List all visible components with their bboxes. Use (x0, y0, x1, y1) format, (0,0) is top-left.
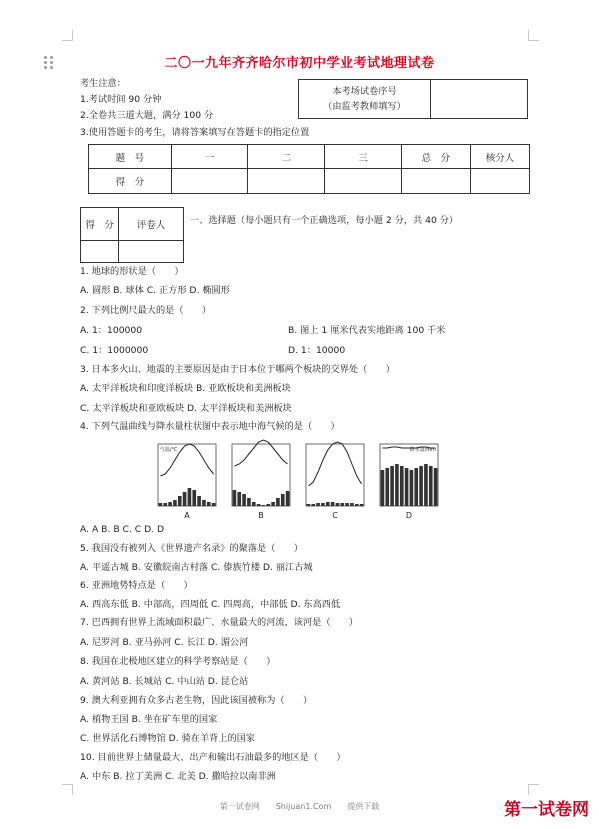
precipitation-bar (212, 503, 216, 506)
question-text: 3. 日本多火山、地震的主要原因是由于日本位于哪两个板块的交界处（ ） (80, 364, 395, 375)
answer-options: A. 西高东低 B. 中部高，四周低 C. 四周高，中部低 D. 东高西低 (80, 599, 341, 610)
section-score-cell (81, 241, 119, 263)
score-cell (171, 169, 248, 194)
precipitation-bar (410, 470, 414, 506)
score-table-header: 总 分 (401, 145, 470, 169)
answer-options: A. 黄河站 B. 长城站 C. 中山站 D. 昆仑站 (80, 676, 249, 687)
precipitation-bar (286, 491, 290, 506)
precipitation-bar (202, 500, 206, 506)
precipitation-bar (188, 488, 192, 506)
question-text: 10. 目前世界上储量最大、出产和输出石油最多的地区是（ ） (80, 752, 346, 763)
score-table (88, 144, 530, 194)
chart-letter: D (405, 511, 413, 520)
precipitation-bar (355, 504, 359, 506)
notice-item: 3.使用答题卡的考生，请将答案填写在答题卡的指定位置 (80, 127, 310, 138)
chart-frame (158, 444, 216, 506)
section-score-box (80, 207, 184, 263)
section-score-label: 得 分 (81, 208, 119, 241)
question-text: 5. 我国没有被列入《世界遗产名录》的聚落是（ ） (80, 543, 303, 554)
answer-options: A. 圆形 B. 球体 C. 正方形 D. 椭圆形 (80, 285, 230, 296)
precipitation-bar (242, 494, 246, 506)
precipitation-bar (307, 504, 311, 506)
precipitation-bar (385, 468, 389, 506)
precipitation-bar (178, 496, 182, 506)
precipitation-bar (424, 464, 428, 506)
exam-serial-line2: （由监考教师填写） (323, 101, 406, 112)
precipitation-bar (381, 470, 385, 506)
answer-options: C. 太平洋板块和亚欧板块 D. 太平洋板块和美洲板块 (80, 403, 292, 414)
notice-heading: 考生注意： (80, 78, 126, 89)
score-cell (470, 169, 529, 194)
question-text: 2. 下列比例尺最大的是（ ） (80, 305, 212, 316)
precipitation-bar (192, 490, 196, 506)
precipitation-bar (419, 466, 423, 506)
precipitation-bar (390, 466, 394, 506)
score-cell (248, 169, 325, 194)
precipitation-bar (350, 503, 354, 506)
precipitation-bar (429, 466, 433, 506)
section-title: 一、选择题（每小题只有一个正确选项，每小题 2 分，共 40 分） (190, 215, 459, 226)
climate-charts (150, 438, 440, 520)
precipitation-bar (395, 464, 399, 506)
answer-option: B. 图上 1 厘米代表实地距离 100 千米 (288, 325, 446, 336)
score-table-header: 题 号 (89, 145, 172, 169)
score-table-header: 一 (171, 145, 248, 169)
chart-letter: A (184, 511, 190, 520)
precipitation-bar (434, 468, 438, 506)
section-grader-cell (119, 241, 184, 263)
precipitation-bar (400, 466, 404, 506)
answer-option: A. 1：100000 (80, 325, 143, 336)
score-cell (325, 169, 402, 194)
precipitation-bar (257, 504, 261, 506)
precipitation-bar (405, 468, 409, 506)
answer-options: C. 世界活化石博物馆 D. 骑在羊背上的国家 (80, 733, 256, 744)
precipitation-bar (262, 505, 266, 506)
precipitation-bar (207, 502, 211, 506)
answer-option: D. 1：10000 (288, 345, 346, 356)
precipitation-bar (237, 492, 241, 506)
question-text: 9. 澳大利亚拥有众多古老生物，因此该国被称为（ ） (80, 695, 313, 706)
answer-option: C. 1：1000000 (80, 345, 149, 356)
precipitation-bar (276, 498, 280, 506)
precipitation-bar (266, 504, 270, 506)
precipitation-bar (331, 502, 335, 506)
precipitation-bar (316, 503, 320, 506)
question-text: 4. 下列气温曲线与降水量柱状图中表示地中海气候的是（ ） (80, 421, 340, 432)
precipitation-bar (197, 496, 201, 506)
answer-options: A. 植物王国 B. 坐在矿车里的国家 (80, 714, 218, 725)
chart-frame (306, 444, 364, 506)
crop-mark-bottom-right (528, 784, 539, 795)
precipitation-bar (281, 494, 285, 506)
chart-axis-label: 气温/℃ (160, 447, 178, 453)
exam-serial-label (299, 80, 431, 118)
precipitation-bar (233, 490, 237, 506)
answer-options: A. 中东 B. 拉丁美洲 C. 北美 D. 撒哈拉以南非洲 (80, 771, 276, 782)
precipitation-bar (336, 503, 340, 506)
question-text: 7. 巴西拥有世界上流域面积最广、水量最大的河流，该河是（ ） (80, 617, 359, 628)
page-title: 二〇一九年齐齐哈尔市初中学业考试地理试卷 (164, 56, 435, 71)
answer-options: A. 平遥古城 B. 安徽皖南古村落 C. 傣族竹楼 D. 丽江古城 (80, 562, 313, 573)
crop-mark-bottom-left (62, 784, 73, 795)
precipitation-bar (311, 504, 315, 506)
question-text: 8. 我国在北极地区建立的科学考察站是（ ） (80, 656, 276, 667)
precipitation-bar (271, 502, 275, 506)
answer-options: A. 太平洋板块和印度洋板块 B. 亚欧板块和美洲板块 (80, 383, 291, 394)
precipitation-bar (345, 503, 349, 506)
precipitation-bar (163, 503, 167, 506)
answer-options: A. 尼罗河 B. 亚马孙河 C. 长江 D. 湄公河 (80, 637, 249, 648)
score-cell (401, 169, 470, 194)
answer-options: A. A B. B C. C D. D (80, 524, 165, 535)
precipitation-bar (247, 498, 251, 506)
score-table-row-label: 得 分 (89, 169, 172, 194)
score-table-header: 二 (248, 145, 325, 169)
crop-mark-top-right (528, 30, 539, 41)
notice-item: 1.考试时间 90 分钟 (80, 94, 162, 105)
precipitation-bar (360, 504, 364, 506)
precipitation-bar (414, 468, 418, 506)
temperature-curve (308, 442, 361, 486)
precipitation-bar (340, 503, 344, 506)
notice-item: 2.全卷共三道大题，满分 100 分 (80, 110, 214, 121)
precipitation-bar (321, 503, 325, 506)
precipitation-bar (173, 500, 177, 506)
score-table-header: 三 (325, 145, 402, 169)
question-text: 6. 亚洲地势特点是（ ） (80, 580, 193, 591)
chart-axis-label: 降水量/mm (409, 447, 436, 453)
precipitation-bar (252, 502, 256, 506)
chart-letter: C (332, 511, 338, 520)
exam-serial-box (298, 79, 528, 119)
precipitation-bar (168, 502, 172, 506)
exam-serial-line1: 本考场试卷序号 (332, 86, 397, 97)
precipitation-bar (183, 492, 187, 506)
precipitation-bar (159, 503, 163, 506)
chart-letter: B (258, 511, 264, 520)
section-grader-label: 评卷人 (119, 208, 184, 241)
question-text: 1. 地球的形状是（ ） (80, 266, 184, 277)
crop-mark-top-left (62, 30, 73, 41)
footer-text: 第一试卷网 Shijuan1.Com 提供下载 (219, 802, 380, 811)
precipitation-bar (326, 502, 330, 506)
site-watermark: 第一试卷网 (504, 800, 589, 820)
score-table-header: 核分人 (470, 145, 529, 169)
